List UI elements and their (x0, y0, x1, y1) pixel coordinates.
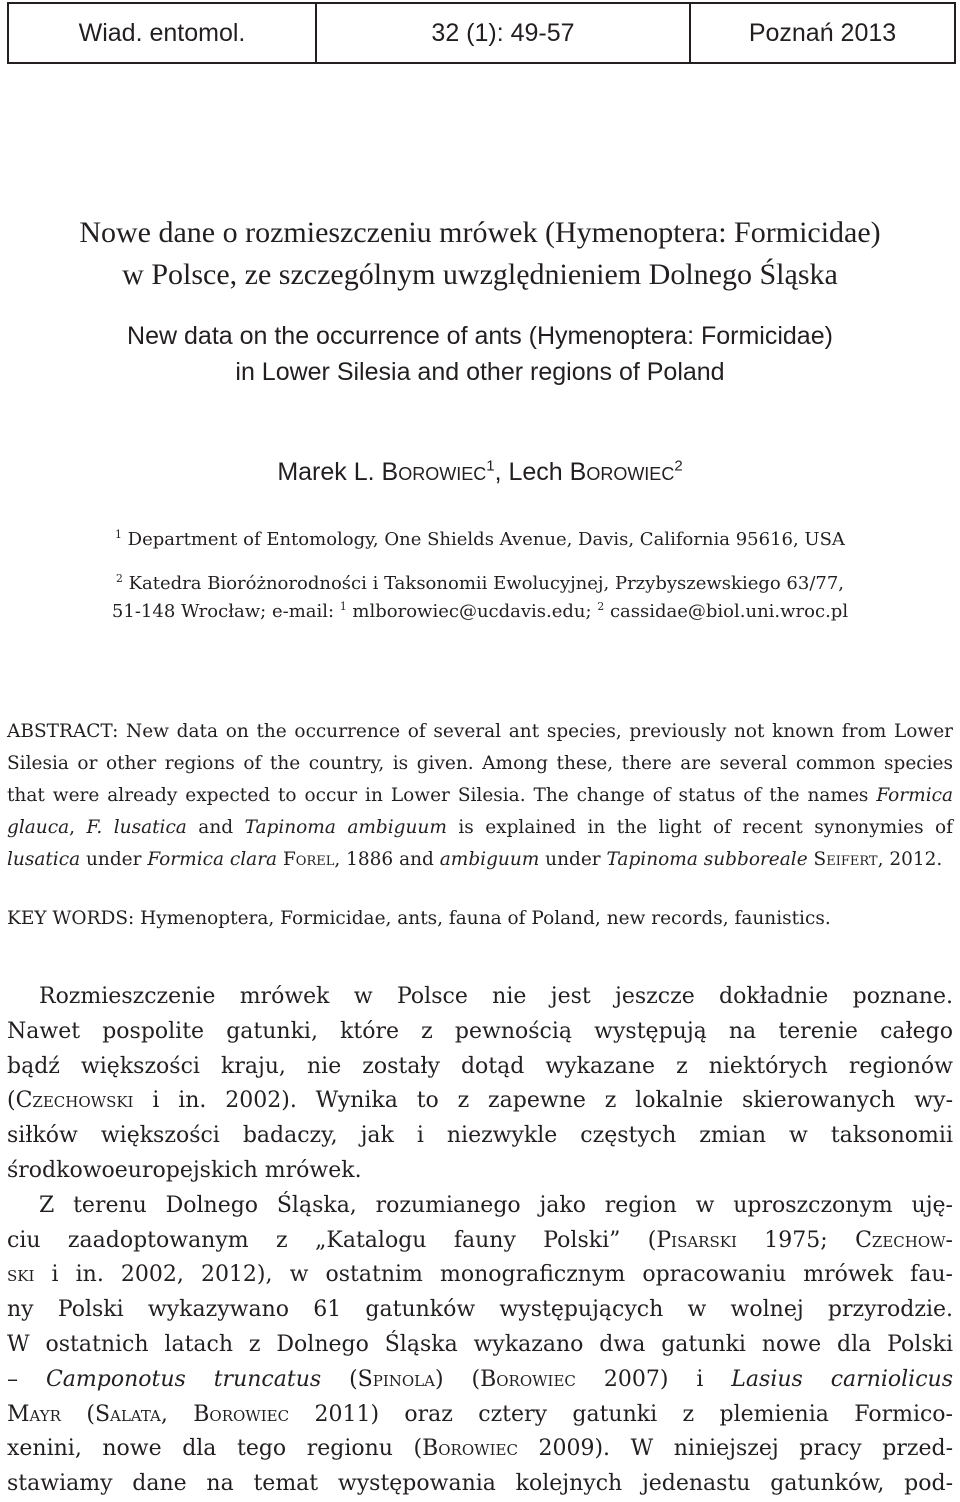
author-citation: Borowiec (422, 1436, 518, 1462)
text-line: siłków większości badaczy, jak i niezwykle częstych zmian w taksonomii (7, 1123, 953, 1149)
author-citation: Seifert (813, 849, 878, 870)
abstract-text: is explained in the light of recent synonymies of (446, 817, 953, 838)
author-citation: Forel (282, 849, 335, 870)
title-polish (0, 212, 960, 296)
taxon-name: Tapinoma subboreale (606, 849, 808, 870)
author-citation: Salata (94, 1401, 161, 1427)
place-year: Poznań 2013 (689, 4, 954, 62)
text-line (7, 1084, 953, 1119)
affiliation-mark: 2 (115, 572, 123, 585)
author-affiliation-mark: 1 (486, 457, 495, 475)
title-polish-line: w Polsce, ze szczególnym uwzględnieniem Dolnego Śląska (122, 258, 838, 291)
taxon-name: Formica glauca (7, 785, 953, 838)
abstract-text: New data on the occurrence of several ant species, previously not known from Lower Silesia or other regions of the country, is given. Among these, there are several common species that were already expected to occur in Lower Silesia. The change of status of the names (7, 721, 953, 806)
keywords (7, 903, 953, 935)
author-citation: Czechowski (15, 1088, 134, 1114)
journal-header (7, 2, 956, 64)
keywords-label: KEY WORDS: (7, 908, 135, 929)
email-mark: 2 (597, 600, 605, 613)
text-segment: ( (321, 1366, 358, 1392)
abstract-label: ABSTRACT: (7, 721, 119, 742)
text-line: ny Polski wykazywano 61 gatunków występujących w wolnej przyrodzie. (7, 1297, 953, 1323)
abstract-text: under (539, 849, 607, 870)
text-line (7, 1398, 953, 1433)
text-segment: i in. 2002, 2012), w ostatnim monograficznym opracowaniu mrówek fau- (34, 1262, 953, 1288)
abstract-text: , (69, 817, 87, 838)
author-citation: Borowiec (480, 1366, 576, 1392)
text-segment: 1975; (736, 1227, 856, 1253)
journal-name: Wiad. entomol. (78, 18, 246, 47)
text-line: W ostatnich latach z Dolnego Śląska wykazano dwa gatunki nowe dla Polski (7, 1331, 953, 1357)
text-line (7, 1224, 953, 1259)
text-line: Nawet pospolite gatunki, które z pewnością występują na terenie całego (7, 1018, 953, 1044)
text-segment: xenini, nowe dla tego regionu ( (7, 1436, 423, 1462)
text-segment: – (7, 1366, 46, 1392)
email-mark: 1 (339, 600, 347, 613)
abstract-text: , 2012. (877, 849, 943, 870)
taxon-name: lusatica (7, 849, 81, 870)
abstract (7, 716, 953, 876)
author-citation: ski (7, 1262, 35, 1288)
text-segment: ) ( (434, 1366, 481, 1392)
author-family-name: Borowiec (381, 458, 487, 486)
text-line: Z terenu Dolnego Śląska, rozumianego jako region w uproszczonym uję- (39, 1192, 953, 1218)
affiliation-address: 51-148 Wrocław; e-mail: (111, 601, 335, 622)
text-segment: 2007) i (575, 1366, 732, 1392)
paragraph (7, 1189, 953, 1502)
author-citation: Czechow- (855, 1227, 953, 1253)
author-citation: Pisarski (656, 1227, 737, 1253)
volume-pages: 32 (1): 49-57 (315, 4, 689, 62)
abstract-text: and (186, 817, 245, 838)
paragraph (7, 980, 953, 1189)
author-given-name: Marek L. (277, 458, 375, 486)
text-segment: 2009). W niniejszej pracy przed- (517, 1436, 954, 1462)
taxon-name: Camponotus truncatus (45, 1366, 322, 1392)
keywords-text: Hymenoptera, Formicidae, ants, fauna of Poland, new records, faunistics. (134, 908, 831, 929)
text-line (7, 1432, 953, 1467)
affiliation-text: Department of Entomology, One Shields Avenue, Davis, California 95616, USA (127, 529, 845, 550)
taxon-name: Tapinoma ambiguum (244, 817, 447, 838)
text-line: środkowoeuropejskich mrówek. (7, 1157, 362, 1183)
text-segment: ( (7, 1088, 16, 1114)
title-english-line: in Lower Silesia and other regions of Poland (235, 358, 725, 386)
text-segment: i in. 2002). Wynika to z zapewne z lokalnie skierowanych wy- (133, 1088, 953, 1114)
author-family-name: Borowiec (569, 458, 675, 486)
text-segment: , (160, 1401, 194, 1427)
author-given-name: Lech (508, 458, 563, 486)
email-link[interactable]: mlborowiec@ucdavis.edu; (352, 601, 592, 622)
abstract-text: , 1886 and (334, 849, 440, 870)
text-segment: ( (60, 1401, 95, 1427)
author-citation: Borowiec (193, 1401, 290, 1427)
taxon-name: ambiguum (439, 849, 540, 870)
text-line (7, 1363, 953, 1398)
abstract-text: under (80, 849, 148, 870)
affiliation-mark: 1 (115, 528, 122, 541)
body-text (7, 980, 953, 1502)
email-link[interactable]: cassidae@biol.uni.wroc.pl (609, 601, 849, 622)
author-separator: , (494, 458, 502, 486)
author-affiliation-mark: 2 (674, 457, 683, 475)
text-segment: 2011) oraz cztery gatunki z plemienia Formico- (289, 1401, 953, 1427)
text-line: bądź większości kraju, nie zostały dotąd wykazane z niektórych regionów (7, 1053, 953, 1079)
taxon-name: Formica clara (147, 849, 278, 870)
affiliation-text: Katedra Bioróżnorodności i Taksonomii Ewolucyjnej, Przybyszewskiego 63/77, (128, 573, 845, 594)
text-line: Rozmieszczenie mrówek w Polsce nie jest jeszcze dokładnie poznane. (39, 984, 953, 1009)
text-line: stawiamy dane na temat występowania kolejnych jedenastu gatunków, pod- (7, 1471, 953, 1497)
taxon-name: Lasius carniolicus (731, 1366, 953, 1392)
text-line (7, 1258, 953, 1293)
title-english (0, 318, 960, 390)
taxon-name: F. lusatica (86, 817, 187, 838)
text-segment: ciu zaadoptowanym z „Katalogu fauny Polski” ( (7, 1227, 657, 1253)
title-polish-line: Nowe dane o rozmieszczeniu mrówek (Hymenoptera: Formicidae) (79, 216, 881, 249)
affiliation-1 (0, 526, 960, 554)
author-citation: Spinola (357, 1366, 435, 1392)
title-english-line: New data on the occurrence of ants (Hymenoptera: Formicidae) (127, 322, 833, 350)
affiliation-2 (0, 570, 960, 626)
author-list (0, 458, 960, 487)
author-citation: Mayr (7, 1401, 61, 1427)
